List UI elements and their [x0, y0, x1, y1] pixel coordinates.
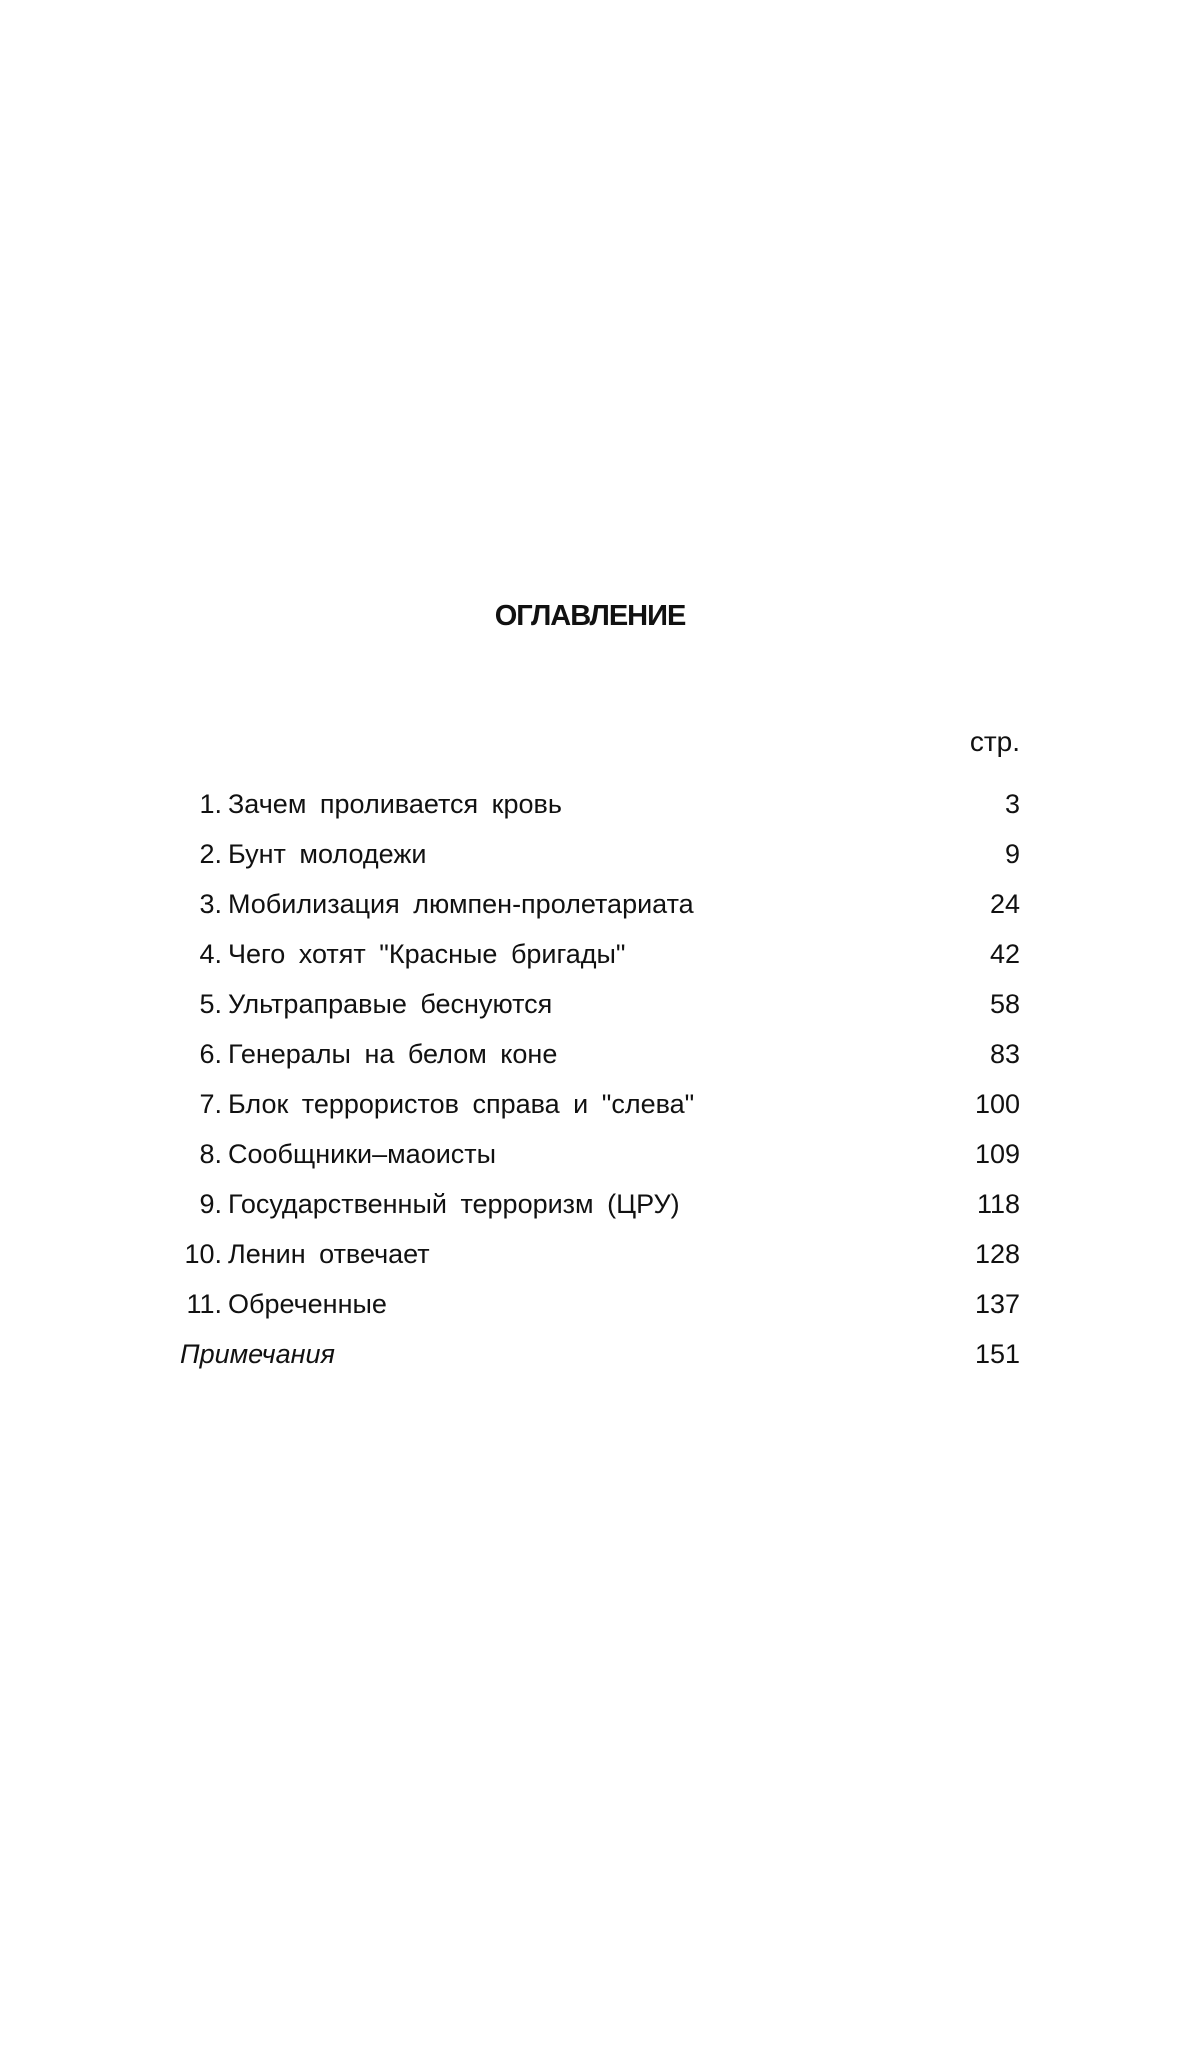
- toc-entry: [170, 1184, 1020, 1224]
- toc-entry-page: 42: [989, 939, 1020, 969]
- toc-entry-page: 9: [1004, 839, 1020, 869]
- toc-entry-title: Чего хотят "Красные бригады": [228, 939, 626, 969]
- toc-entry: [170, 884, 1020, 924]
- toc-entry-title: Зачем проливается кровь: [228, 789, 562, 819]
- toc-entry: [170, 784, 1020, 824]
- toc-notes-title: Примечания: [180, 1339, 335, 1369]
- toc-entry-title: Мобилизация люмпен-пролетариата: [228, 889, 694, 919]
- toc-entry-page: 109: [974, 1139, 1020, 1169]
- toc-entry-title: Ленин отвечает: [228, 1239, 430, 1269]
- toc-entry: [170, 1084, 1020, 1124]
- toc-entry-number: 3.: [199, 889, 222, 919]
- toc-entry-number: 5.: [199, 989, 222, 1019]
- toc-entry-number: 10.: [184, 1239, 222, 1269]
- toc-entry-page: 118: [976, 1189, 1020, 1219]
- toc-entry-title: Ультраправые беснуются: [228, 989, 553, 1019]
- toc-entry: [170, 834, 1020, 874]
- toc-entry: [170, 1234, 1020, 1274]
- page-title: ОГЛАВЛЕНИЕ: [494, 600, 686, 632]
- toc-notes-page: 151: [974, 1339, 1020, 1369]
- toc-entry-title: Обреченные: [228, 1289, 387, 1319]
- toc-entry: [170, 1284, 1020, 1324]
- toc-entry-page: 128: [974, 1239, 1020, 1269]
- toc-entry-number: 1.: [199, 789, 222, 819]
- toc-entry-page: 100: [974, 1089, 1020, 1119]
- toc-entry-number: 2.: [199, 839, 222, 869]
- toc-entry-title: Бунт молодежи: [228, 839, 427, 869]
- toc-entry-page: 58: [989, 989, 1020, 1019]
- toc-entry: [170, 984, 1020, 1024]
- toc-entry-number: 9.: [199, 1189, 222, 1219]
- toc-entry-page: 3: [1004, 789, 1020, 819]
- toc-entry-number: 11.: [186, 1289, 222, 1319]
- toc-entry: [170, 1134, 1020, 1174]
- toc-entry-page: 83: [989, 1039, 1020, 1069]
- toc-entry-number: 7.: [199, 1089, 222, 1119]
- toc-entry: [170, 934, 1020, 974]
- toc-entry-title: Сообщники–маоисты: [228, 1139, 497, 1169]
- toc-entry-page: 137: [974, 1289, 1020, 1319]
- toc-entry-title: Генералы на белом коне: [228, 1039, 558, 1069]
- toc-entry: [170, 1034, 1020, 1074]
- toc-entry-title: Государственный терроризм (ЦРУ): [228, 1189, 680, 1219]
- toc-entry-page: 24: [989, 889, 1020, 919]
- toc-entry-title: Блок террористов справа и "слева": [228, 1089, 695, 1119]
- page-column-header: стр.: [969, 726, 1020, 757]
- toc-entry-number: 8.: [199, 1139, 222, 1169]
- toc-notes-entry: [170, 1334, 1020, 1374]
- toc-entry-number: 4.: [199, 939, 222, 969]
- toc-entry-number: 6.: [199, 1039, 222, 1069]
